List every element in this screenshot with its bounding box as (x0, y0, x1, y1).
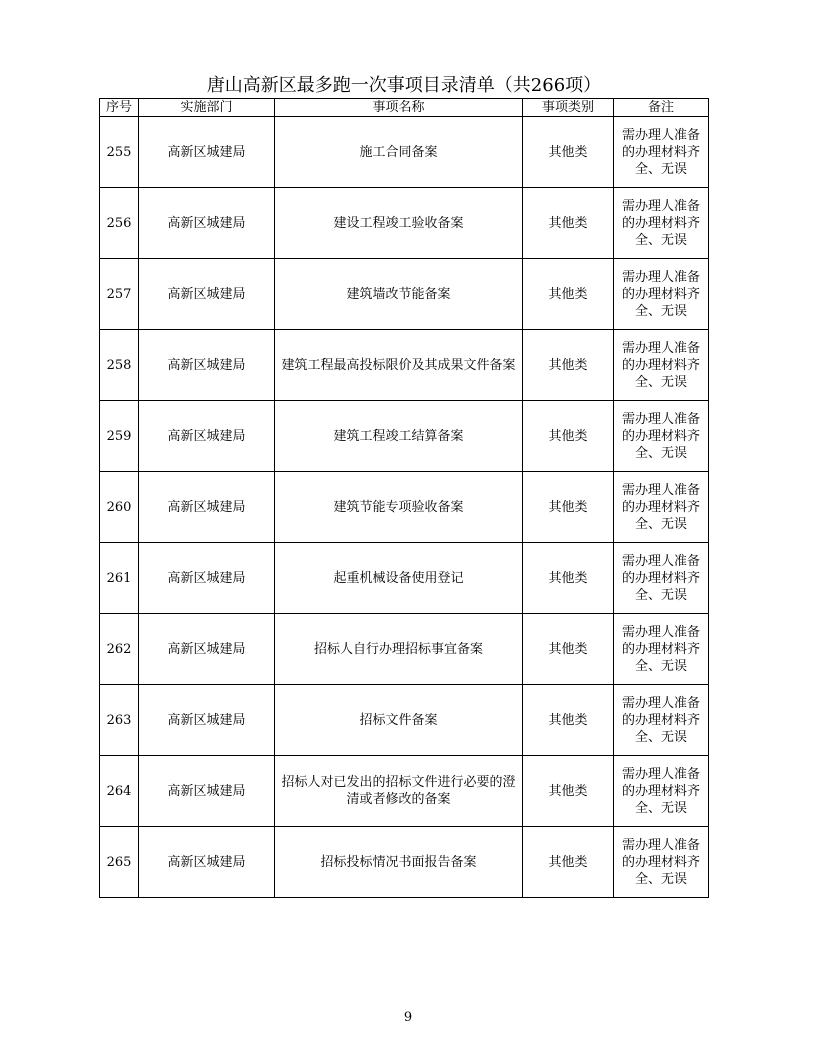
table-row (100, 259, 709, 330)
table-row (100, 188, 709, 259)
cell-note: 需办理人准备的办理材料齐全、无误 (614, 472, 709, 543)
cell-item-name: 招标文件备案 (275, 685, 523, 756)
cell-note: 需办理人准备的办理材料齐全、无误 (614, 827, 709, 898)
cell-no: 264 (100, 756, 139, 827)
table-row (100, 330, 709, 401)
cell-category: 其他类 (523, 117, 614, 188)
cell-note: 需办理人准备的办理材料齐全、无误 (614, 685, 709, 756)
cell-no: 257 (100, 259, 139, 330)
cell-department: 高新区城建局 (139, 117, 275, 188)
cell-category: 其他类 (523, 259, 614, 330)
cell-no: 265 (100, 827, 139, 898)
table-row (100, 685, 709, 756)
cell-category: 其他类 (523, 188, 614, 259)
cell-item-name: 招标投标情况书面报告备案 (275, 827, 523, 898)
cell-category: 其他类 (523, 827, 614, 898)
cell-note: 需办理人准备的办理材料齐全、无误 (614, 188, 709, 259)
cell-no: 262 (100, 614, 139, 685)
cell-no: 256 (100, 188, 139, 259)
header-no: 序号 (100, 99, 139, 117)
cell-department: 高新区城建局 (139, 756, 275, 827)
table-row (100, 756, 709, 827)
cell-note: 需办理人准备的办理材料齐全、无误 (614, 259, 709, 330)
table-row (100, 401, 709, 472)
cell-no: 263 (100, 685, 139, 756)
items-table (99, 98, 709, 898)
cell-department: 高新区城建局 (139, 330, 275, 401)
cell-note: 需办理人准备的办理材料齐全、无误 (614, 543, 709, 614)
cell-department: 高新区城建局 (139, 543, 275, 614)
table-row (100, 543, 709, 614)
cell-department: 高新区城建局 (139, 827, 275, 898)
cell-no: 259 (100, 401, 139, 472)
cell-category: 其他类 (523, 614, 614, 685)
table-header-row (100, 99, 709, 117)
cell-item-name: 建设工程竣工验收备案 (275, 188, 523, 259)
cell-category: 其他类 (523, 756, 614, 827)
cell-category: 其他类 (523, 401, 614, 472)
cell-item-name: 招标人对已发出的招标文件进行必要的澄清或者修改的备案 (275, 756, 523, 827)
header-item-name: 事项名称 (275, 99, 523, 117)
cell-note: 需办理人准备的办理材料齐全、无误 (614, 614, 709, 685)
document-title: 唐山高新区最多跑一次事项目录清单（共266项） (206, 75, 602, 96)
cell-item-name: 建筑工程最高投标限价及其成果文件备案 (275, 330, 523, 401)
cell-department: 高新区城建局 (139, 472, 275, 543)
cell-category: 其他类 (523, 685, 614, 756)
cell-item-name: 施工合同备案 (275, 117, 523, 188)
header-department: 实施部门 (139, 99, 275, 117)
cell-category: 其他类 (523, 330, 614, 401)
cell-department: 高新区城建局 (139, 259, 275, 330)
cell-department: 高新区城建局 (139, 188, 275, 259)
cell-item-name: 建筑墙改节能备案 (275, 259, 523, 330)
cell-item-name: 建筑工程竣工结算备案 (275, 401, 523, 472)
cell-note: 需办理人准备的办理材料齐全、无误 (614, 117, 709, 188)
cell-item-name: 起重机械设备使用登记 (275, 543, 523, 614)
table-row (100, 472, 709, 543)
cell-category: 其他类 (523, 543, 614, 614)
cell-note: 需办理人准备的办理材料齐全、无误 (614, 401, 709, 472)
table-row (100, 827, 709, 898)
table-row (100, 614, 709, 685)
cell-item-name: 招标人自行办理招标事宜备案 (275, 614, 523, 685)
cell-no: 261 (100, 543, 139, 614)
page-number: 9 (403, 1010, 413, 1025)
cell-no: 258 (100, 330, 139, 401)
cell-department: 高新区城建局 (139, 401, 275, 472)
header-note: 备注 (614, 99, 709, 117)
header-category: 事项类别 (523, 99, 614, 117)
cell-note: 需办理人准备的办理材料齐全、无误 (614, 756, 709, 827)
cell-department: 高新区城建局 (139, 685, 275, 756)
cell-category: 其他类 (523, 472, 614, 543)
cell-item-name: 建筑节能专项验收备案 (275, 472, 523, 543)
cell-note: 需办理人准备的办理材料齐全、无误 (614, 330, 709, 401)
cell-no: 255 (100, 117, 139, 188)
cell-department: 高新区城建局 (139, 614, 275, 685)
table-row (100, 117, 709, 188)
cell-no: 260 (100, 472, 139, 543)
